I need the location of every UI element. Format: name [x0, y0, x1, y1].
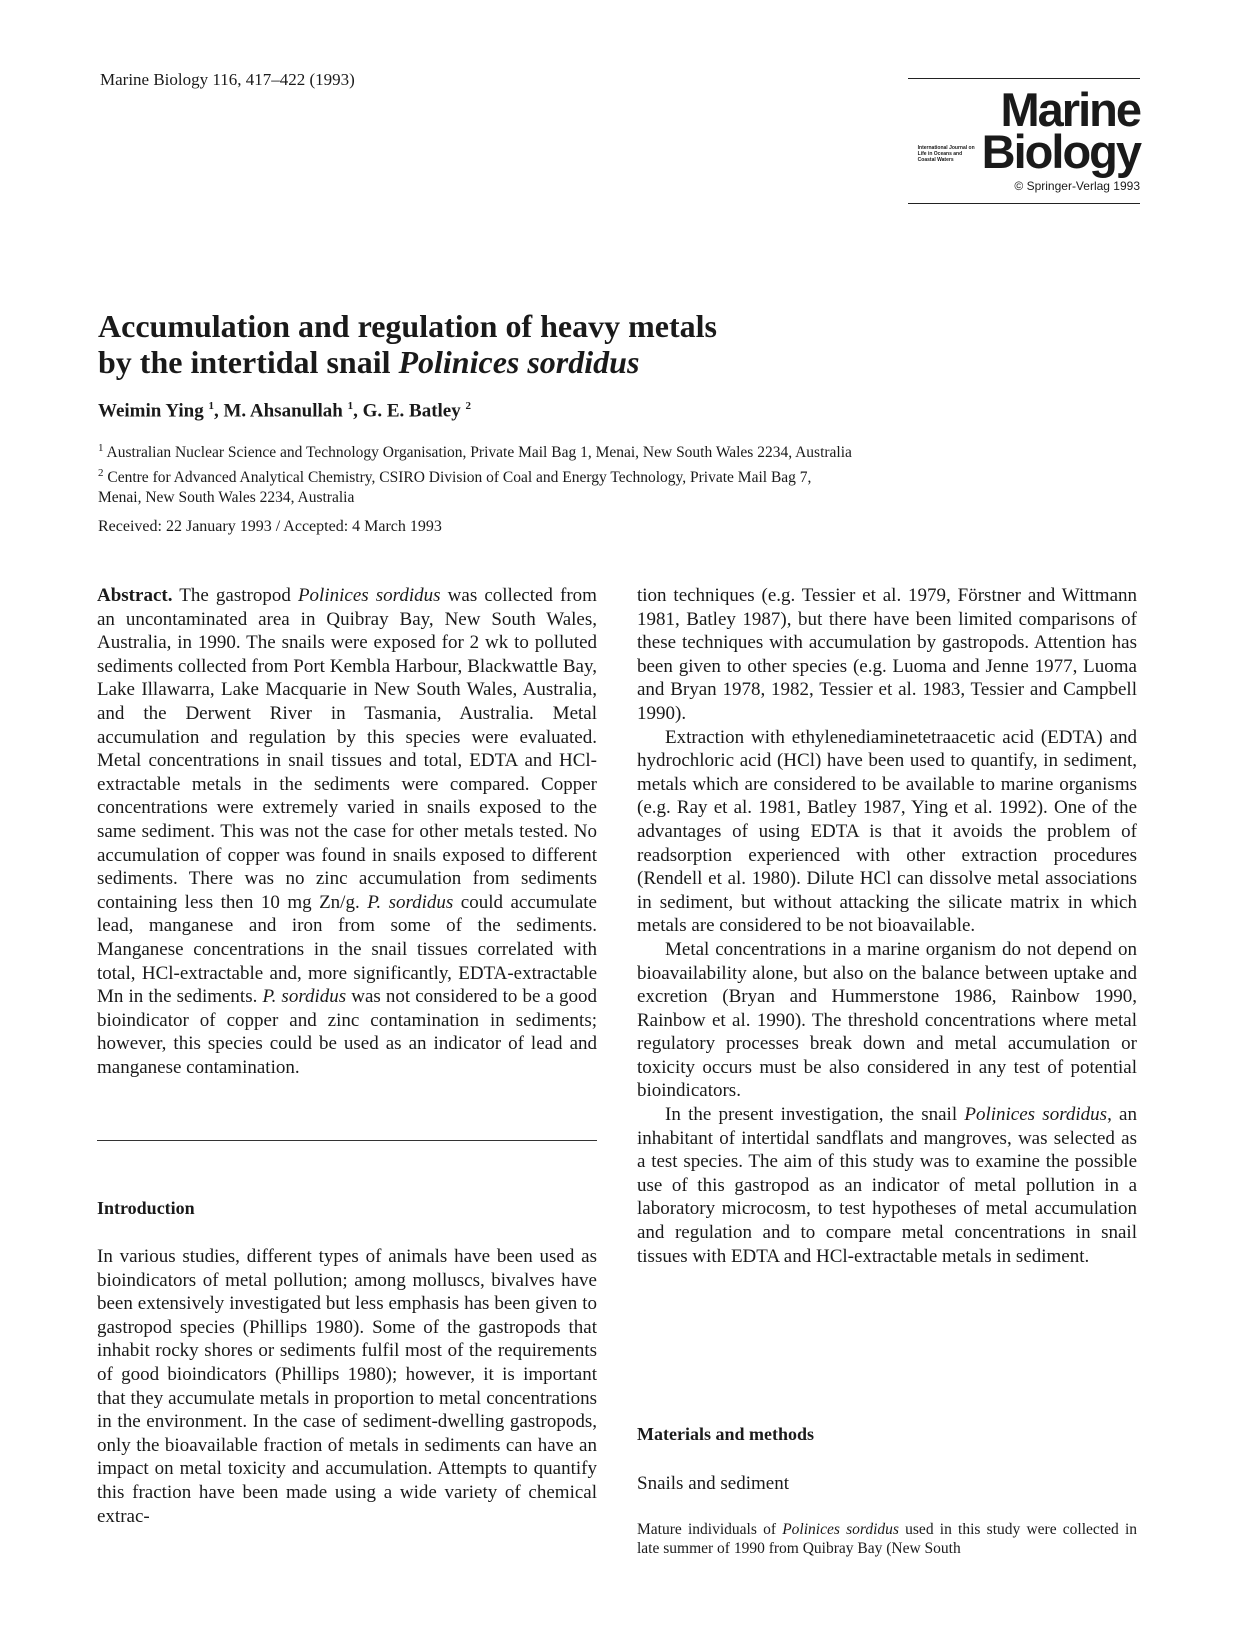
abstract-divider	[97, 1140, 597, 1141]
methods-part: Mature individuals of	[637, 1521, 783, 1538]
introduction-paragraph: In various studies, different types of animals have been used as bioindicators of metal pollution; among molluscs, bivalves have been extensively investigated but less emphasis has been given to gastropod species (Phillips 1980). Some of the gastropods that inhabit rocky shores or sediments fulfil most of the requirements of good bioindicators (Phillips 1980); however, it is important that they accumulate metals in proportion to metal concentrations in the environment. In the case of sediment-dwelling gastropods, only the bioavailable fraction of metals in sediments can have an impact on metal toxicity and accumulation. Attempts to quantify this fraction have been made using a wide variety of chemical extrac-	[97, 1246, 597, 1527]
logo-biology: Biology	[981, 125, 1140, 178]
methods-part: used in this study were collected in late summer of 1990 from Quibray Bay (New South	[637, 1521, 1137, 1557]
author-1-affil: 1	[208, 400, 214, 412]
received-dates: Received: 22 January 1993 / Accepted: 4 March 1993	[98, 518, 442, 535]
species-name: P. sordidus	[367, 891, 454, 913]
abstract	[97, 584, 597, 1079]
journal-citation: Marine Biology 116, 417–422 (1993)	[100, 70, 355, 89]
journal-logo	[908, 78, 1140, 204]
logo-marine: Marine	[1000, 83, 1140, 136]
title-line-2	[98, 344, 998, 380]
introduction-heading: Introduction	[97, 1198, 195, 1218]
affiliation-1-number: 1	[98, 442, 104, 454]
author-1: Weimin Ying	[98, 400, 204, 422]
title-line-1: Accumulation and regulation of heavy metals	[98, 308, 717, 344]
affiliation-1-text: Australian Nuclear Science and Technology Organisation, Private Mail Bag 1, Menai, New South Wales 2234, Australia	[106, 444, 852, 462]
author-3-affil: 2	[465, 400, 471, 412]
methods-heading: Materials and methods	[637, 1424, 814, 1444]
species-name: P. sordidus	[262, 986, 347, 1008]
affiliation-1	[98, 438, 1138, 463]
methods-subheading: Snails and sediment	[637, 1473, 789, 1494]
article-title	[98, 308, 998, 380]
abstract-text	[97, 584, 597, 1079]
abstract-part: was not considered to be a good bioindicator of copper and zinc contamination in sediments; however, this species could be used as an indicator of lead and manganese contamination.	[97, 986, 597, 1078]
author-2: M. Ahsanullah	[223, 400, 343, 422]
affiliation-2-cont: Menai, New South Wales 2234, Australia	[98, 489, 355, 507]
paragraph-continuation: tion techniques (e.g. Tessier et al. 1979, Förstner and Wittmann 1981, Batley 1987), but there have been limited comparisons of these techniques with accumulation by gastropods. Attention has been given to other species (e.g. Luoma and Jenne 1977, Luoma and Bryan 1978, 1982, Tessier et al. 1983, Tessier and Campbell 1990).	[637, 585, 1137, 724]
abstract-part: could accumulate lead, manganese and iron from some of the sediments. Manganese concentrations in the snail tissues correlated with total, HCl-extractable and, more significantly, EDTA-extractable Mn in the sediments.	[97, 891, 597, 1008]
author-list: Weimin Ying $^1$, M. Ahsanullah $^1$, G. E. Batley $^2$	[98, 400, 471, 422]
abstract-label: Abstract.	[97, 585, 173, 606]
methods-paragraph	[637, 1520, 1137, 1558]
author-3: G. E. Batley	[362, 400, 461, 422]
introduction-body	[97, 1245, 597, 1528]
right-column-body	[637, 584, 1137, 1268]
affiliations	[98, 438, 1138, 508]
species-name: Polinices sordidus	[782, 1521, 899, 1538]
aim-part: In the present investigation, the snail	[665, 1104, 965, 1126]
affiliation-2-number: 2	[98, 467, 104, 480]
logo-tagline: International Journal on Life in Oceans and Coastal Waters	[917, 145, 975, 163]
publisher-copyright: © Springer-Verlag 1993	[1014, 179, 1140, 193]
logo-top-rule	[908, 78, 1140, 79]
species-name: Polinices sordidus	[297, 585, 441, 606]
abstract-part: The gastropod	[179, 585, 298, 606]
title-line-2-prefix: by the intertidal snail	[98, 344, 399, 380]
abstract-part: was collected from an uncontaminated area in Quibray Bay, New South Wales, Australia, in 1990. The snails were exposed for 2 wk to polluted sediments collected from Port Kembla Harbour, Blackwattle Bay, Lake Illawarra, Lake Macquarie in New South Wales, Australia, and the Derwent River in Tasmania, Australia. Metal accumulation and regulation by this species were evaluated. Metal concentrations in snail tissues and total, EDTA and HCl-extractable metals in the sediments were compared. Copper concentrations were extremely varied in snails exposed to the same sediment. This was not the case for other metals tested. No accumulation of copper was found in snails exposed to different sediments. There was no zinc accumulation from sediments containing less then 10 mg Zn/g.	[97, 585, 597, 913]
affiliation-2	[98, 463, 1138, 488]
species-name: Polinices sordidus	[964, 1104, 1108, 1126]
paragraph-edta: Extraction with ethylenediaminetetraacetic acid (EDTA) and hydrochloric acid (HCl) have been used to quantify, in sediment, metals which are considered to be available to marine organisms (e.g. Ray et al. 1981, Batley 1987, Ying et al. 1992). One of the advantages of using EDTA is that it avoids the problem of readsorption experienced with other extraction procedures (Rendell et al. 1980). Dilute HCl can dissolve metal associations in sediment, but without attacking the silicate matrix in which metals are considered to be not bioavailable.	[637, 726, 1137, 937]
aim-part: , an inhabitant of intertidal sandflats and mangroves, was selected as a test species. The aim of this study was to examine the possible use of this gastropod as an indicator of metal pollution in a laboratory microcosm, to test hypotheses of metal accumulation and regulation and to compare metal concentrations in snail tissues with EDTA and HCl-extractable metals in sediment.	[637, 1104, 1137, 1267]
author-2-affil: 1	[347, 400, 354, 412]
logo-bottom-rule	[908, 203, 1140, 204]
paragraph-aim	[637, 1103, 1137, 1268]
paragraph-regulation: Metal concentrations in a marine organism do not depend on bioavailability alone, but also on the balance between uptake and excretion (Bryan and Hummerstone 1986, Rainbow 1990, Rainbow et al. 1990). The threshold concentrations where metal regulatory processes break down and metal accumulation or toxicity occurs must be also considered in any test of potential bioindicators.	[637, 938, 1137, 1102]
affiliation-2-text: Centre for Advanced Analytical Chemistry, CSIRO Division of Coal and Energy Technology, Private Mail Bag 7,	[107, 469, 812, 487]
title-species: Polinices sordidus	[398, 344, 640, 380]
